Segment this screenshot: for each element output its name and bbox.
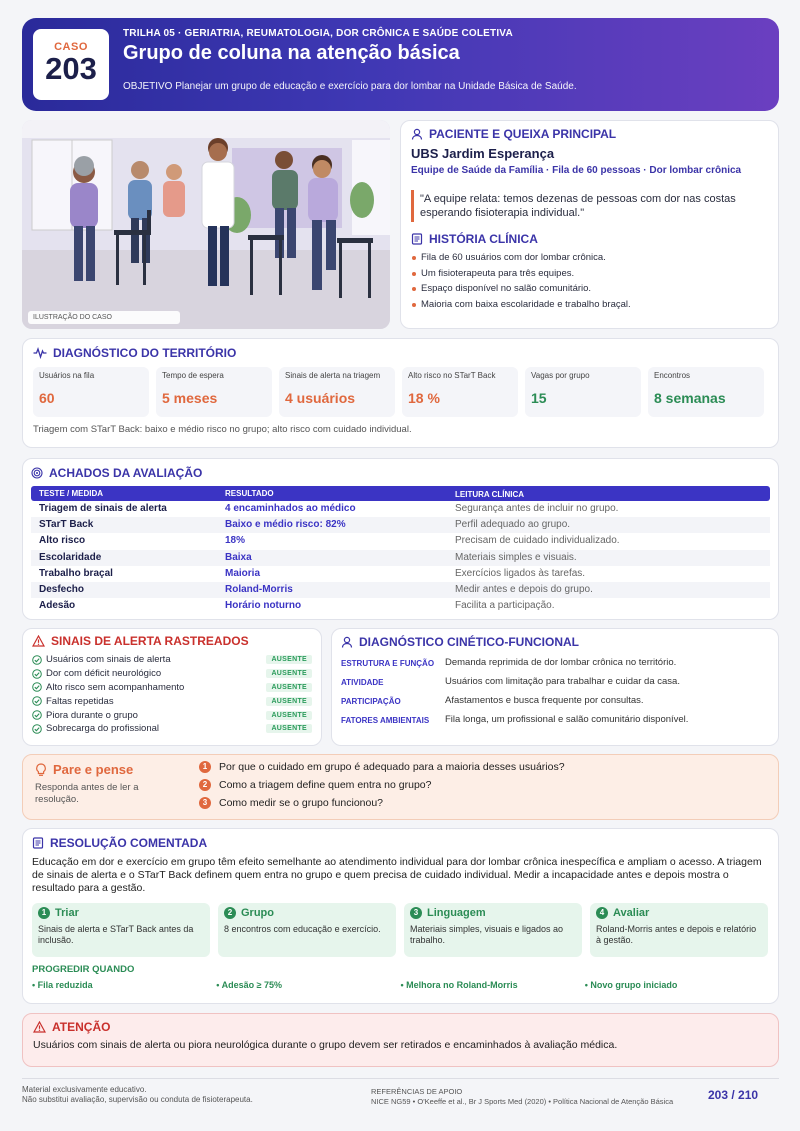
step-number-icon: 4 xyxy=(596,907,608,919)
table-cell: Perfil adequado ao grupo. xyxy=(455,519,571,531)
question-item xyxy=(199,797,383,809)
list-item: Um fisioterapeuta para três equipes. xyxy=(411,266,768,282)
stat-value: 60 xyxy=(39,390,55,406)
step-title: Triar xyxy=(55,907,79,919)
step-desc: Roland-Morris antes e depois e relatório à gestão. xyxy=(596,924,757,945)
step-title: Linguagem xyxy=(427,907,486,919)
warning-text: Usuários com sinais de alerta ou piora neurológica durante o grupo devem ser retirados e encaminhados à avaliação médica. xyxy=(33,1039,618,1051)
history-section-title xyxy=(411,232,768,246)
table-cell: Alto risco xyxy=(39,535,86,547)
check-circle-icon xyxy=(32,655,42,665)
check-circle-icon xyxy=(32,710,42,720)
patient-quote: "A equipe relata: temos dezenas de pessoas com dor nas costas esperando fisioterapia individual." xyxy=(411,190,751,222)
table-cell: Segurança antes de incluir no grupo. xyxy=(455,503,619,514)
table-row xyxy=(31,598,770,614)
photo-caption: ILUSTRAÇÃO DO CASO xyxy=(28,311,180,324)
question-number-icon: 1 xyxy=(199,761,211,773)
disclaimer-line: Não substitui avaliação, supervisão ou conduta de fisioterapeuta. xyxy=(22,1095,253,1104)
step-card xyxy=(590,903,768,957)
stat-card xyxy=(279,367,395,417)
target-icon xyxy=(31,467,43,479)
table-cell: Desfecho xyxy=(39,583,85,595)
alert-label: Dor com déficit neurológico xyxy=(46,668,162,680)
table-cell: 18% xyxy=(225,535,246,547)
alert-label: Alto risco sem acompanhamento xyxy=(46,681,185,693)
table-cell: Medir antes e depois do grupo. xyxy=(455,583,593,595)
question-text: Como medir se o grupo funcionou? xyxy=(219,797,384,809)
stat-value: 5 meses xyxy=(162,390,218,406)
table-cell: Materiais simples e visuais. xyxy=(455,551,577,563)
alert-row xyxy=(32,722,312,736)
page-title: Grupo de coluna na atenção básica xyxy=(123,42,460,64)
status-badge: AUSENTE xyxy=(266,655,312,664)
findings-section-label: ACHADOS DA AVALIAÇÃO xyxy=(49,466,203,480)
patient-name: UBS Jardim Esperança xyxy=(411,146,555,161)
case-label: CASO xyxy=(54,41,88,53)
status-badge: AUSENTE xyxy=(266,711,312,720)
column-header: RESULTADO xyxy=(225,489,274,498)
stat-card xyxy=(156,367,272,417)
stat-label: Usuários na fila xyxy=(39,371,95,380)
stat-label: Alto risco no STarT Back xyxy=(408,371,496,380)
diagnosis-key: FATORES AMBIENTAIS xyxy=(341,716,430,725)
diagnosis-row xyxy=(341,676,769,687)
history-section-label: HISTÓRIA CLÍNICA xyxy=(429,232,538,246)
step-title: Grupo xyxy=(241,907,274,919)
stat-value: 18 % xyxy=(408,390,440,406)
findings-section-title xyxy=(31,466,770,480)
diagnosis-section-label: DIAGNÓSTICO CINÉTICO-FUNCIONAL xyxy=(359,635,579,649)
step-number-icon: 2 xyxy=(224,907,236,919)
warning-box xyxy=(22,1013,779,1067)
patient-section-label: PACIENTE E QUEIXA PRINCIPAL xyxy=(429,127,617,141)
list-item: Fila de 60 usuários com dor lombar crônica. xyxy=(411,250,768,266)
alert-label: Sobrecarga do profissional xyxy=(46,723,160,735)
column-header: TESTE / MEDIDA xyxy=(39,489,104,498)
user-icon xyxy=(411,128,423,140)
stat-value: 8 semanas xyxy=(654,390,726,406)
footer-disclaimer xyxy=(22,1085,253,1105)
group-exercise-illustration xyxy=(22,120,390,329)
question-item xyxy=(199,779,431,791)
question-item xyxy=(199,761,565,773)
disclaimer-line: Material exclusivamente educativo. xyxy=(22,1085,147,1094)
table-cell: Maioria xyxy=(225,567,261,579)
table-cell: Trabalho braçal xyxy=(39,567,113,579)
question-text: Como a triagem define quem entra no grupo? xyxy=(219,779,432,791)
alerts-card xyxy=(22,628,322,746)
pulse-icon xyxy=(33,347,47,359)
diagnosis-value: Afastamentos e busca frequente por consultas. xyxy=(445,695,644,706)
progress-criteria xyxy=(32,980,769,990)
page-number: 203 / 210 xyxy=(708,1088,759,1102)
table-header xyxy=(31,486,770,501)
list-item: Espaço disponível no salão comunitário. xyxy=(411,281,768,297)
table-cell: STarT Back xyxy=(39,519,94,531)
diagnosis-value: Fila longa, um profissional e salão comunitário disponível. xyxy=(445,714,689,725)
alerts-section-title xyxy=(32,634,312,648)
step-desc: 8 encontros com educação e exercício. xyxy=(224,924,381,934)
table-row xyxy=(31,550,770,566)
stat-card xyxy=(33,367,149,417)
territory-note: Triagem com STarT Back: baixo e médio risco no grupo; alto risco com cuidado individual. xyxy=(33,424,412,435)
stat-value: 4 usuários xyxy=(285,390,356,406)
territory-card xyxy=(22,338,779,448)
stat-label: Vagas por grupo xyxy=(531,371,590,380)
alert-label: Piora durante o grupo xyxy=(46,709,138,721)
status-badge: AUSENTE xyxy=(266,683,312,692)
stat-label: Encontros xyxy=(654,371,691,380)
table-cell: 4 encaminhados ao médico xyxy=(225,503,356,514)
diagnosis-row xyxy=(341,657,769,668)
step-card xyxy=(218,903,396,957)
table-cell: Escolaridade xyxy=(39,551,102,563)
case-number: 203 xyxy=(45,51,97,86)
progress-item: • Adesão ≥ 75% xyxy=(216,980,400,990)
column-header: LEITURA CLÍNICA xyxy=(455,490,525,499)
trail-label: TRILHA 05 · GERIATRIA, REUMATOLOGIA, DOR CRÔNICA E SAÚDE COLETIVA xyxy=(123,28,513,39)
table-cell: Baixa xyxy=(225,551,252,563)
stat-card xyxy=(648,367,764,417)
page-footer xyxy=(22,1078,779,1106)
territory-section-label: DIAGNÓSTICO DO TERRITÓRIO xyxy=(53,346,237,360)
diagnosis-key: PARTICIPAÇÃO xyxy=(341,697,401,706)
status-badge: AUSENTE xyxy=(266,697,312,706)
alert-label: Usuários com sinais de alerta xyxy=(46,654,171,666)
diagnosis-key: ESTRUTURA E FUNÇÃO xyxy=(341,659,435,668)
table-row xyxy=(31,582,770,598)
table-row xyxy=(31,533,770,549)
warning-triangle-icon xyxy=(32,635,45,647)
table-cell: Triagem de sinais de alerta xyxy=(39,503,167,514)
diagnosis-row xyxy=(341,695,769,706)
table-cell: Exercícios ligados às tarefas. xyxy=(455,567,586,579)
warning-title-label: ATENÇÃO xyxy=(52,1020,111,1034)
stat-card xyxy=(402,367,518,417)
stat-label: Sinais de alerta na triagem xyxy=(285,371,381,380)
diagnosis-value: Demanda reprimida de dor lombar crônica no território. xyxy=(445,657,677,668)
findings-table-body xyxy=(31,501,770,614)
lightbulb-icon xyxy=(35,763,47,777)
status-badge: AUSENTE xyxy=(266,669,312,678)
step-card xyxy=(404,903,582,957)
check-circle-icon xyxy=(32,682,42,692)
alert-row xyxy=(32,653,312,667)
references-text: NICE NG59 • O'Keeffe et al., Br J Sports Med (2020) • Política Nacional de Atenção Básica xyxy=(371,1096,674,1106)
check-circle-icon xyxy=(32,696,42,706)
status-badge: AUSENTE xyxy=(266,724,312,733)
references-title: REFERÊNCIAS DE APOIO xyxy=(371,1087,463,1096)
think-subtitle: Responda antes de ler a resolução. xyxy=(35,782,139,805)
stat-label: Tempo de espera xyxy=(162,371,224,380)
footer-references xyxy=(371,1087,691,1106)
table-cell: Facilita a participação. xyxy=(455,600,555,612)
territory-stats xyxy=(33,367,768,417)
territory-section-title xyxy=(33,346,768,360)
resolution-section-title xyxy=(32,836,769,850)
document-icon xyxy=(411,233,423,245)
warning-title xyxy=(33,1020,768,1034)
alerts-section-label: SINAIS DE ALERTA RASTREADOS xyxy=(51,634,249,648)
patient-card xyxy=(400,120,779,329)
patient-section-title xyxy=(411,127,768,141)
alert-row xyxy=(32,681,312,695)
table-row xyxy=(31,501,770,517)
diagnosis-value: Usuários com limitação para trabalhar e cuidar da casa. xyxy=(445,676,680,687)
check-circle-icon xyxy=(32,724,42,734)
patient-subtitle: Equipe de Saúde da Família · Fila de 60 pessoas · Dor lombar crônica xyxy=(411,165,742,176)
think-title xyxy=(35,762,133,777)
question-text: Por que o cuidado em grupo é adequado para a maioria desses usuários? xyxy=(219,761,565,773)
case-badge xyxy=(33,29,109,100)
findings-card xyxy=(22,458,779,620)
step-number-icon: 1 xyxy=(38,907,50,919)
history-list xyxy=(411,250,768,312)
stat-card xyxy=(525,367,641,417)
step-desc: Materiais simples, visuais e ligados ao trabalho. xyxy=(410,924,564,945)
progress-item: • Melhora no Roland-Morris xyxy=(401,980,585,990)
progress-item: • Fila reduzida xyxy=(32,980,216,990)
think-title-label: Pare e pense xyxy=(53,762,134,777)
table-cell: Roland-Morris xyxy=(225,583,293,595)
diagnosis-row xyxy=(341,714,769,725)
resolution-section-label: RESOLUÇÃO COMENTADA xyxy=(50,836,208,850)
table-cell: Precisam de cuidado individualizado. xyxy=(455,535,620,547)
progress-item: • Novo grupo iniciado xyxy=(585,980,769,990)
step-title: Avaliar xyxy=(613,907,650,919)
table-row xyxy=(31,566,770,582)
alert-row xyxy=(32,708,312,722)
alert-row xyxy=(32,667,312,681)
think-box xyxy=(22,754,779,820)
question-number-icon: 3 xyxy=(199,797,211,809)
resolution-text: Educação em dor e exercício em grupo têm efeito semelhante ao atendimento individual para dor lombar crônica inespecífica e ampliam o acesso. A triagem de sinais de alerta e o STarT Back definem quem entra no grupo e quem precisa de cuidado individual. Medir a incapacidade antes e depois mostra o resultado para a gestão. xyxy=(32,856,762,894)
table-cell: Baixo e médio risco: 82% xyxy=(225,519,346,531)
progress-title: PROGREDIR QUANDO xyxy=(32,964,135,975)
table-row xyxy=(31,517,770,533)
stat-value: 15 xyxy=(531,390,547,406)
step-desc: Sinais de alerta e STarT Back antes da inclusão. xyxy=(38,924,194,945)
step-number-icon: 3 xyxy=(410,907,422,919)
diagnosis-section-title xyxy=(341,635,769,649)
user-icon xyxy=(341,636,353,648)
case-illustration xyxy=(22,120,390,329)
objective-text: OBJETIVO Planejar um grupo de educação e exercício para dor lombar na Unidade Básica de Saúde. xyxy=(123,81,577,92)
check-circle-icon xyxy=(32,669,42,679)
table-cell: Horário noturno xyxy=(225,600,302,612)
diagnosis-key: ATIVIDADE xyxy=(341,678,384,687)
alert-label: Faltas repetidas xyxy=(46,695,114,707)
table-cell: Adesão xyxy=(39,600,76,612)
alert-row xyxy=(32,694,312,708)
step-card xyxy=(32,903,210,957)
case-header xyxy=(22,18,779,111)
list-item: Maioria com baixa escolaridade e trabalho braçal. xyxy=(411,297,768,313)
resolution-card xyxy=(22,828,779,1004)
diagnosis-card xyxy=(331,628,779,746)
resolution-steps xyxy=(32,903,769,957)
question-number-icon: 2 xyxy=(199,779,211,791)
document-icon xyxy=(32,837,44,849)
warning-triangle-icon xyxy=(33,1021,46,1033)
